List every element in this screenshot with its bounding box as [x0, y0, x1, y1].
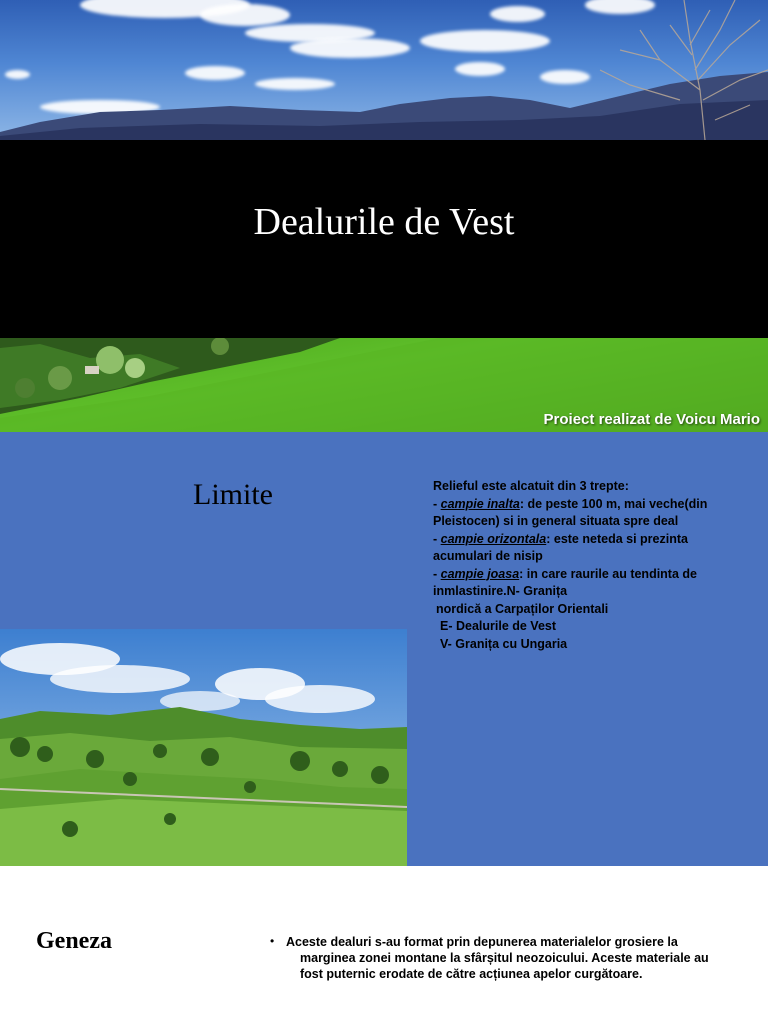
term-low-plain: campie joasa: [440, 566, 520, 581]
relief-intro: Relieful este alcatuit din 3 trepte:: [433, 479, 629, 493]
hills-landscape-photo: [0, 629, 407, 866]
genesis-line-3: fost puternic erodate de către acțiunea apelor curgătoare.: [300, 967, 643, 981]
flat-plain-text: : este neteda si prezinta acumulari de nisip: [433, 531, 688, 563]
title-slide: [0, 0, 768, 432]
green-meadow-photo: [0, 338, 768, 432]
term-high-plain: campie inalta: [440, 496, 520, 511]
genesis-heading: Geneza: [36, 928, 112, 954]
limits-slide: [0, 432, 768, 866]
title-band: [0, 140, 768, 338]
high-plain-text: : de peste 100 m, mai veche(din Pleistocen) si in general situata spre deal: [433, 496, 708, 528]
genesis-text: [286, 934, 716, 982]
relief-item-flat-plain: - campie orizontala: este neteda si prezinta acumulari de nisip: [433, 531, 688, 563]
genesis-line-2: marginea zonei montane la sfârșitul neozoicului. Aceste materiale au: [300, 951, 709, 965]
limit-west: V- Granița cu Ungaria: [440, 636, 568, 651]
slide-title: Dealurile de Vest: [253, 201, 515, 243]
relief-description: [433, 478, 733, 653]
limits-heading: Limite: [193, 478, 273, 511]
limit-north: nordică a Carpaților Orientali: [436, 601, 609, 616]
relief-item-low-plain: - campie joasa: in care raurile au tendinta de inmlastinire.N- Granița: [433, 566, 697, 598]
genesis-slide: [0, 866, 768, 1024]
term-flat-plain: campie orizontala: [440, 531, 547, 546]
bullet-icon: •: [270, 934, 275, 948]
mountain-sky-photo: [0, 0, 768, 140]
author-credit: Proiect realizat de Voicu Mario: [543, 411, 760, 428]
genesis-line-1: Aceste dealuri s-au format prin depunerea materialelor grosiere la: [286, 935, 678, 949]
low-plain-text: : in care raurile au tendinta de inmlastinire.N- Granița: [433, 566, 697, 598]
relief-item-high-plain: - campie inalta: de peste 100 m, mai veche(din Pleistocen) si in general situata spre deal: [433, 496, 708, 528]
limit-east: E- Dealurile de Vest: [440, 619, 557, 633]
